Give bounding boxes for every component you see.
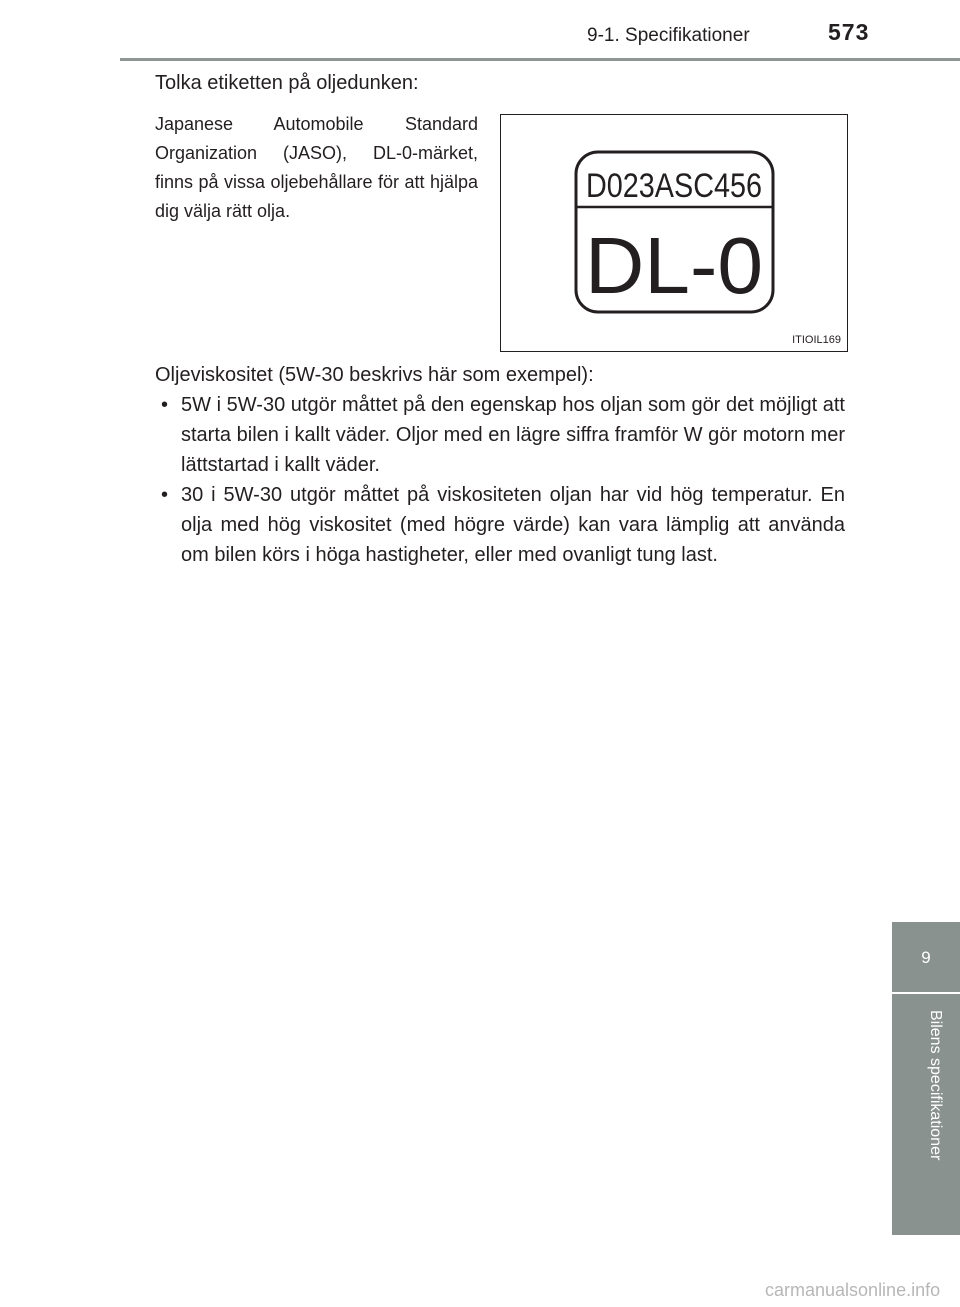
- list-item-text: 5W i 5W-30 utgör måttet på den egenskap hos oljan som gör det möjligt att starta bilen i kallt väder. Oljor med en lägre siffra framför W gör motorn mer lättstartad i kallt väder.: [181, 394, 845, 476]
- list-item-text: 30 i 5W-30 utgör måttet på viskositeten oljan har vid hög temperatur. En olja med hög viskositet (med högre värde) kan vara lämplig att använda om bilen körs i höga hastigheter, eller med ovanligt tung last.: [181, 484, 845, 566]
- jaso-label-illustration: [501, 115, 847, 351]
- lead-text: Tolka etiketten på oljedunken:: [155, 72, 419, 94]
- list-item: [155, 390, 845, 480]
- chapter-tab: [892, 922, 960, 1235]
- chapter-title: Bilens specifikationer: [927, 1010, 944, 1161]
- jaso-label-figure: [500, 114, 848, 352]
- label-code-text: D023ASC456: [586, 167, 762, 205]
- viscosity-section: [155, 360, 845, 570]
- intro-paragraph: Japanese Automobile Standard Organization (JASO), DL-0-märket, finns på vissa oljebehållare för att hjälpa dig välja rätt olja.: [155, 114, 478, 221]
- page-number: 573: [828, 19, 870, 45]
- label-grade-text: DL-0: [585, 221, 763, 310]
- bullet-icon: •: [161, 394, 169, 416]
- chapter-number: 9: [921, 948, 931, 967]
- figure-code: ITIOIL169: [792, 334, 841, 346]
- bullet-icon: •: [161, 484, 169, 506]
- section-title: 9-1. Specifikationer: [587, 25, 750, 46]
- viscosity-heading: Oljeviskositet (5W-30 beskrivs här som exempel):: [155, 364, 594, 386]
- viscosity-list: [155, 390, 845, 570]
- list-item: [155, 480, 845, 570]
- watermark: carmanualsonline.info: [765, 1280, 941, 1300]
- chapter-tab-divider: [892, 992, 960, 994]
- header-divider: [120, 58, 960, 61]
